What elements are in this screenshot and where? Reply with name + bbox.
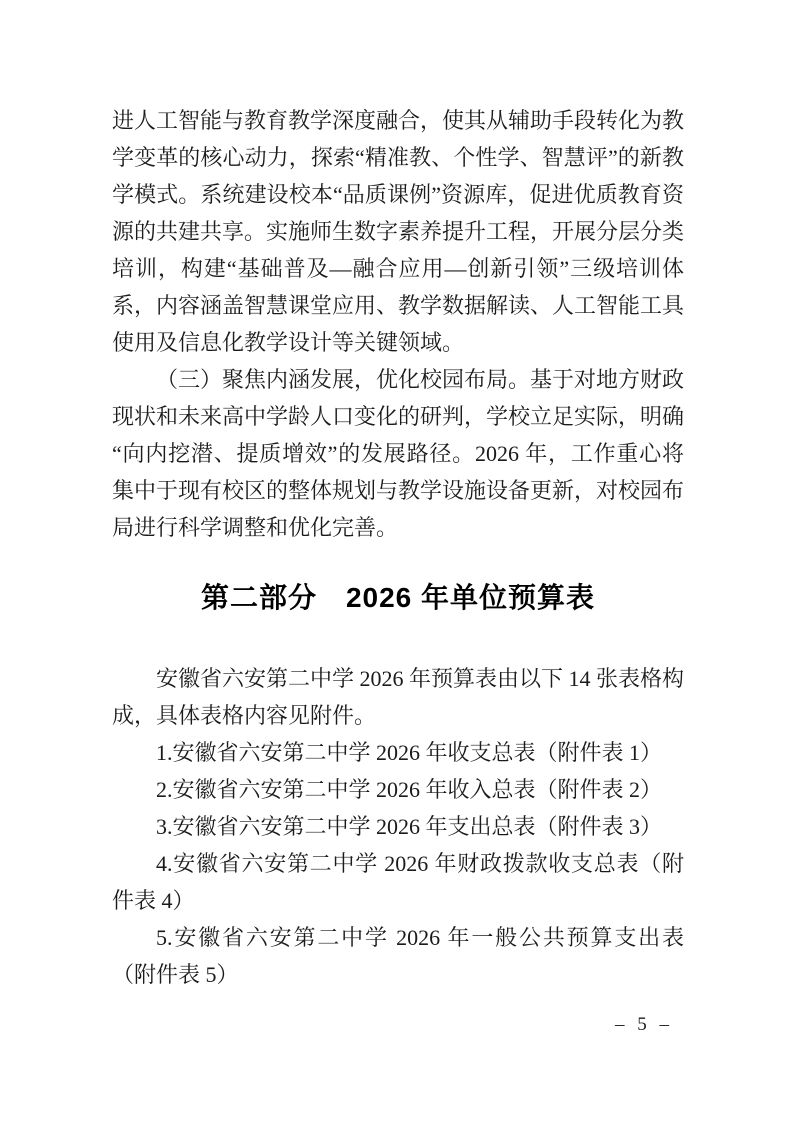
table-list-item-1: 1.安徽省六安第二中学 2026 年收支总表（附件表 1） bbox=[156, 740, 663, 765]
table-list-item-4: 4.安徽省六安第二中学 2026 年财政拨款收支总表（附件表 4） bbox=[112, 851, 684, 913]
table-list-item-2: 2.安徽省六安第二中学 2026 年收入总表（附件表 2） bbox=[156, 777, 663, 802]
table-list-item-5: 5.安徽省六安第二中学 2026 年一般公共预算支出表（附件表 5） bbox=[112, 925, 684, 987]
body-paragraph-section3: （三）聚焦内涵发展，优化校园布局。基于对地方财政现状和未来高中学龄人口变化的研判，学校立足实际，明确“向内挖潜、提质增效”的发展路径。2026 年，工作重心将集中于现有校区的整体规划与教学设施设备更新，对校园布局进行科学调整和优化完善。 bbox=[112, 367, 685, 540]
budget-table-list bbox=[112, 734, 684, 993]
part2-intro-paragraph: 安徽省六安第二中学 2026 年预算表由以下 14 张表格构成，具体表格内容见附件。 bbox=[112, 666, 685, 728]
body-paragraph-continuation: 进人工智能与教育教学深度融合，使其从辅助手段转化为教学变革的核心动力，探索“精准教、个性学、智慧评”的新教学模式。系统建设校本“品质课例”资源库，促进优质教育资源的共建共享。实施师生数字素养提升工程，开展分层分类培训，构建“基础普及—融合应用—创新引领”三级培训体系，内容涵盖智慧课堂应用、教学数据解读、人工智能工具使用及信息化教学设计等关键领域。 bbox=[112, 108, 685, 355]
table-list-item-3: 3.安徽省六安第二中学 2026 年支出总表（附件表 3） bbox=[156, 814, 663, 839]
page-number: – 5 – bbox=[615, 1014, 673, 1035]
section-heading-part2: 第二部分 2026 年单位预算表 bbox=[200, 582, 596, 613]
page-body bbox=[112, 102, 684, 993]
